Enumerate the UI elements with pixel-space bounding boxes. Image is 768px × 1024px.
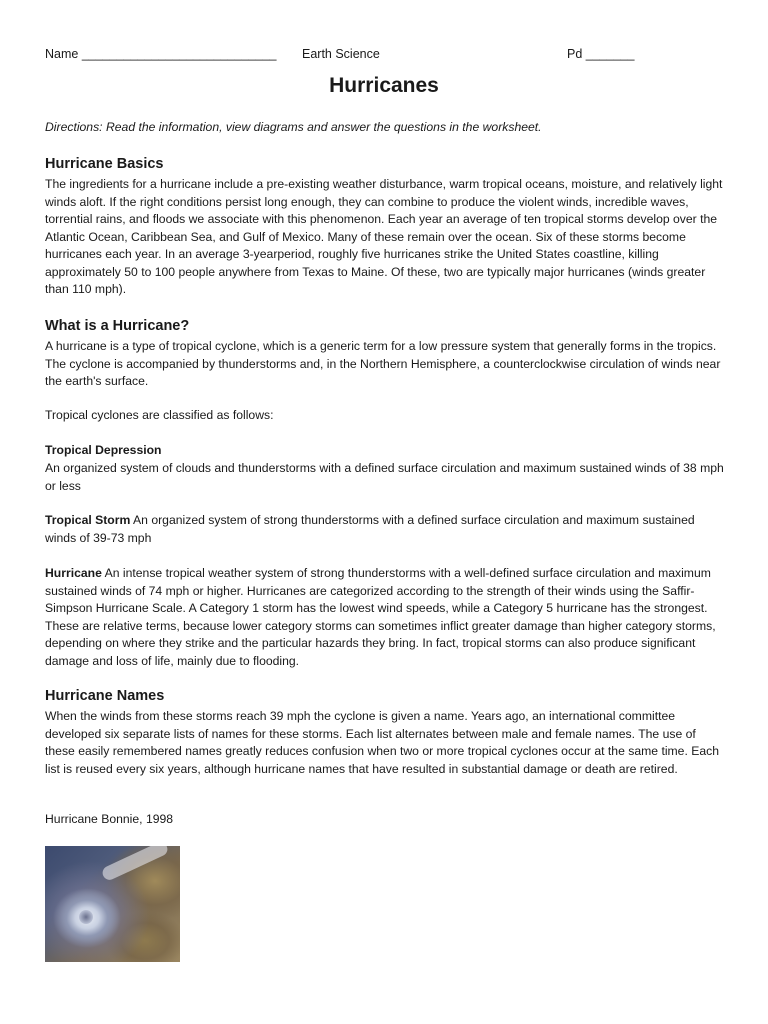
figure-caption: Hurricane Bonnie, 1998 bbox=[45, 812, 174, 826]
tropical-storm-text: An organized system of strong thunderstorms with a defined surface circulation and maximum sustained winds of 39-73 mph bbox=[45, 513, 695, 545]
tropical-depression-term bbox=[45, 442, 725, 460]
hurricane-label: Hurricane bbox=[45, 566, 102, 580]
heading-hurricane-basics: Hurricane Basics bbox=[45, 156, 164, 172]
hurricane-satellite-image bbox=[45, 846, 180, 962]
hurricane-eye bbox=[79, 910, 93, 924]
tropical-depression-definition: An organized system of clouds and thunderstorms with a defined surface circulation and maximum sustained winds of 38 mph or less bbox=[45, 461, 724, 493]
cloud-band bbox=[100, 846, 169, 882]
what-is-paragraph: A hurricane is a type of tropical cyclone, which is a generic term for a low pressure system that generally forms in the tropics. The cyclone is accompanied by thunderstorms and, in the Northern Hemisphere, a counterclockwise circulation of winds near the earth's surface. bbox=[45, 339, 721, 388]
hurricane-definition bbox=[45, 565, 725, 670]
basics-paragraph: The ingredients for a hurricane include a pre-existing weather disturbance, warm tropical oceans, moisture, and relatively light winds aloft. If the right conditions persist long enough, they can combine to produce the violent winds, incredible waves, torrential rains, and floods we associate with this phenomenon. Each year an average of ten tropical storms develop over the Atlantic Ocean, Caribbean Sea, and Gulf of Mexico. Many of these remain over the ocean. Six of these storms become hurricanes each year. In an average 3-yearperiod, roughly five hurricanes strike the United States coastline, killing approximately 50 to 100 people anywhere from Texas to Maine. Of these, two are typically major hurricanes (winds greater than 110 mph). bbox=[45, 177, 723, 296]
period-line: Pd _______ bbox=[567, 47, 635, 61]
page-title: Hurricanes bbox=[329, 74, 439, 97]
tropical-storm-definition bbox=[45, 512, 725, 547]
hurricane-text: An intense tropical weather system of strong thunderstorms with a well-defined surface circulation and maximum sustained winds of 74 mph or higher. Hurricanes are categorized according to the strength of their winds using the Saffir-Simpson Hurricane Scale. A Category 1 storm has the lowest wind speeds, while a Category 5 hurricane has the strongest. These are relative terms, because lower category storms can sometimes inflict greater damage than higher category storms, depending on where they strike and the particular hazards they bring. In fact, tropical storms can also produce significant damage and loss of life, mainly due to flooding. bbox=[45, 566, 716, 668]
classification-intro: Tropical cyclones are classified as follows: bbox=[45, 408, 274, 422]
heading-hurricane-names: Hurricane Names bbox=[45, 688, 165, 704]
names-paragraph: When the winds from these storms reach 39 mph the cyclone is given a name. Years ago, an international committee developed six separate lists of names for these storms. Each list alternates between male and female names. The use of these easily remembered names greatly reduces confusion when two or more tropical cyclones occur at the same time. Each list is reused every six years, although hurricane names that have resulted in substantial damage or death are retired. bbox=[45, 709, 720, 776]
tropical-depression-label: Tropical Depression bbox=[45, 443, 162, 457]
tropical-storm-label: Tropical Storm bbox=[45, 513, 131, 527]
worksheet-header bbox=[45, 47, 725, 65]
directions-text: Directions: Read the information, view diagrams and answer the questions in the worksheet. bbox=[45, 120, 542, 134]
student-name-line: Name ____________________________ bbox=[45, 47, 277, 61]
course-subject: Earth Science bbox=[302, 47, 380, 61]
heading-what-is-hurricane: What is a Hurricane? bbox=[45, 318, 190, 334]
